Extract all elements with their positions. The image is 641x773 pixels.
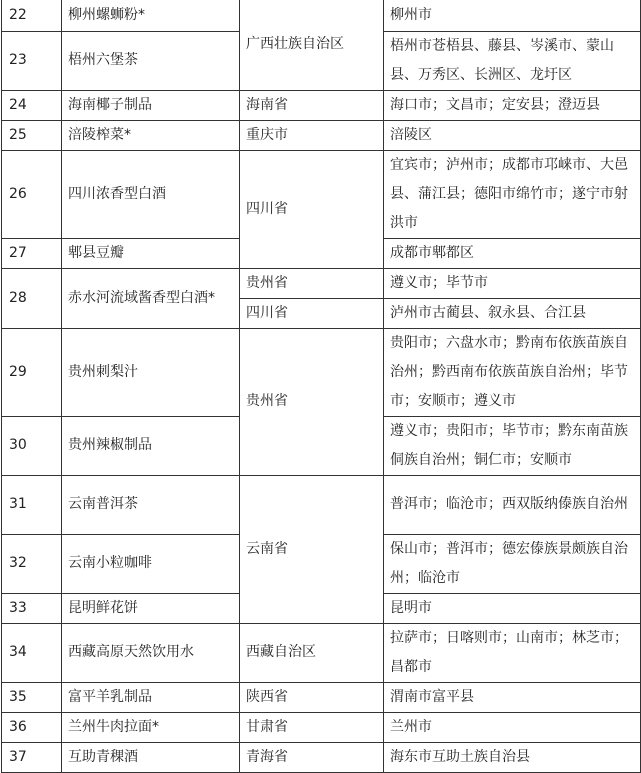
row-number: 33 <box>2 593 62 623</box>
table-row <box>2 328 641 416</box>
row-number: 28 <box>2 268 62 328</box>
table-row <box>2 742 641 772</box>
row-number: 34 <box>2 623 62 682</box>
row-number: 32 <box>2 534 62 593</box>
product-name: 涪陵榨菜* <box>62 120 240 150</box>
province-cell: 青海省 <box>240 742 384 772</box>
product-name: 富平羊乳制品 <box>62 682 240 712</box>
table-row <box>2 712 641 742</box>
row-number: 30 <box>2 416 62 475</box>
product-name: 兰州牛肉拉面* <box>62 712 240 742</box>
production-area: 柳州市 <box>384 0 641 31</box>
product-name: 贵州辣椒制品 <box>62 416 240 475</box>
row-number: 27 <box>2 238 62 268</box>
production-area: 泸州市古蔺县、叙永县、合江县 <box>384 298 641 328</box>
production-area: 普洱市；临沧市；西双版纳傣族自治州 <box>384 475 641 534</box>
row-number: 29 <box>2 328 62 416</box>
province-cell: 甘肃省 <box>240 712 384 742</box>
production-area: 海东市互助土族自治县 <box>384 742 641 772</box>
province-cell: 四川省 <box>240 150 384 268</box>
province-cell: 陕西省 <box>240 682 384 712</box>
production-area: 海口市；文昌市；定安县；澄迈县 <box>384 90 641 120</box>
production-area: 宜宾市；泸州市；成都市邛崃市、大邑县、蒲江县；德阳市绵竹市；遂宁市射洪市 <box>384 150 641 238</box>
province-cell: 四川省 <box>240 298 384 328</box>
product-name: 互助青稞酒 <box>62 742 240 772</box>
product-name: 梧州六堡茶 <box>62 31 240 90</box>
production-area: 成都市郫都区 <box>384 238 641 268</box>
table-row <box>2 475 641 534</box>
product-name: 柳州螺蛳粉* <box>62 0 240 31</box>
production-area: 贵阳市；六盘水市；黔南布依族苗族自治州；黔西南布依族苗族自治州；毕节市；安顺市；遵义市 <box>384 328 641 416</box>
product-name: 贵州刺梨汁 <box>62 328 240 416</box>
row-number: 24 <box>2 90 62 120</box>
production-area: 兰州市 <box>384 712 641 742</box>
province-cell: 重庆市 <box>240 120 384 150</box>
product-name: 四川浓香型白酒 <box>62 150 240 238</box>
product-region-table <box>1 0 641 773</box>
production-area: 梧州市苍梧县、藤县、岑溪市、蒙山县、万秀区、长洲区、龙圩区 <box>384 31 641 90</box>
product-name: 西藏高原天然饮用水 <box>62 623 240 682</box>
production-area: 涪陵区 <box>384 120 641 150</box>
production-area: 昆明市 <box>384 593 641 623</box>
province-cell: 海南省 <box>240 90 384 120</box>
row-number: 22 <box>2 0 62 31</box>
product-name: 云南小粒咖啡 <box>62 534 240 593</box>
product-name: 海南椰子制品 <box>62 90 240 120</box>
table-row <box>2 0 641 31</box>
row-number: 37 <box>2 742 62 772</box>
table-row <box>2 682 641 712</box>
province-cell: 云南省 <box>240 475 384 623</box>
province-cell: 西藏自治区 <box>240 623 384 682</box>
row-number: 36 <box>2 712 62 742</box>
row-number: 31 <box>2 475 62 534</box>
table-row <box>2 150 641 238</box>
production-area: 渭南市富平县 <box>384 682 641 712</box>
row-number: 23 <box>2 31 62 90</box>
row-number: 26 <box>2 150 62 238</box>
province-cell: 贵州省 <box>240 328 384 475</box>
province-cell: 贵州省 <box>240 268 384 298</box>
row-number: 35 <box>2 682 62 712</box>
table-row <box>2 90 641 120</box>
table-row <box>2 120 641 150</box>
row-number: 25 <box>2 120 62 150</box>
table-row <box>2 268 641 298</box>
product-name: 赤水河流域酱香型白酒* <box>62 268 240 328</box>
production-area: 保山市；普洱市；德宏傣族景颇族自治州；临沧市 <box>384 534 641 593</box>
product-name: 昆明鲜花饼 <box>62 593 240 623</box>
production-area: 遵义市；贵阳市；毕节市；黔东南苗族侗族自治州；铜仁市；安顺市 <box>384 416 641 475</box>
production-area: 拉萨市；日喀则市；山南市；林芝市；昌都市 <box>384 623 641 682</box>
production-area: 遵义市；毕节市 <box>384 268 641 298</box>
province-cell: 广西壮族自治区 <box>240 0 384 90</box>
product-name: 云南普洱茶 <box>62 475 240 534</box>
product-name: 郫县豆瓣 <box>62 238 240 268</box>
table-row <box>2 623 641 682</box>
